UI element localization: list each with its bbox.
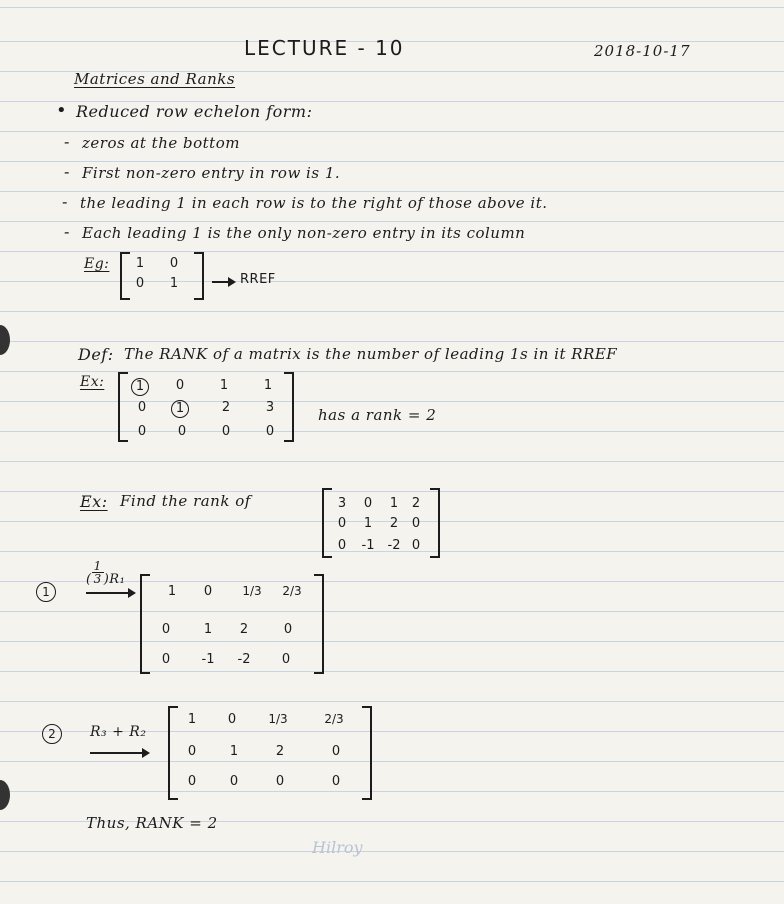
matrix-cell: 0 bbox=[137, 400, 147, 415]
matrix-cell: 3 bbox=[337, 496, 347, 511]
matrix-cell: -1 bbox=[361, 538, 375, 553]
operation-fraction-denominator: 3 bbox=[93, 572, 102, 586]
matrix-bracket-right bbox=[430, 488, 440, 558]
arrow-icon bbox=[212, 281, 234, 283]
matrix-cell: 1 bbox=[263, 378, 273, 393]
matrix-bracket-left bbox=[168, 706, 178, 800]
rref-rule: zeros at the bottom bbox=[82, 134, 240, 152]
matrix-bracket-right bbox=[284, 372, 294, 442]
matrix-cell: 0 bbox=[337, 538, 347, 553]
matrix-cell: 0 bbox=[203, 584, 213, 599]
matrix-cell: 1 bbox=[229, 744, 239, 759]
matrix-cell: 0 bbox=[187, 744, 197, 759]
hilroy-watermark: Hilroy bbox=[312, 838, 363, 857]
matrix-cell: 2 bbox=[239, 622, 249, 637]
page-title: LECTURE - 10 bbox=[244, 36, 405, 60]
row-operation: ( $\frac{1}{3}$ )R₁ bbox=[86, 559, 126, 587]
matrix-bracket-left bbox=[140, 574, 150, 674]
leading-one-circled: 1 bbox=[131, 378, 149, 396]
matrix-bracket-left bbox=[118, 372, 128, 442]
binder-hole bbox=[0, 325, 10, 355]
step-number: 2 bbox=[42, 724, 62, 744]
binder-hole bbox=[0, 780, 10, 810]
matrix-cell: 2 bbox=[389, 516, 399, 531]
example-label: Ex: bbox=[80, 374, 105, 390]
matrix-cell: -2 bbox=[237, 652, 251, 667]
definition-text: The RANK of a matrix is the number of leading 1s in it RREF bbox=[124, 345, 618, 363]
example-label: Eg: bbox=[84, 256, 110, 272]
step-number: 1 bbox=[36, 582, 56, 602]
matrix-cell: 0 bbox=[177, 424, 187, 439]
matrix-cell: 0 bbox=[283, 622, 293, 637]
matrix-cell: 2 bbox=[221, 400, 231, 415]
matrix-cell: 1 bbox=[389, 496, 399, 511]
rref-heading: Reduced row echelon form: bbox=[76, 102, 313, 121]
leading-one-circled: 1 bbox=[171, 400, 189, 418]
matrix-cell: 0 bbox=[161, 622, 171, 637]
matrix-cell: 0 bbox=[275, 774, 285, 789]
matrix-cell: 1 bbox=[167, 584, 177, 599]
matrix-cell: 0 bbox=[169, 256, 179, 271]
row-operation: R₃ + R₂ bbox=[90, 724, 147, 740]
matrix-cell: 0 bbox=[411, 516, 421, 531]
matrix-cell: 0 bbox=[363, 496, 373, 511]
matrix-cell: 0 bbox=[161, 652, 171, 667]
matrix-cell: 1 bbox=[187, 712, 197, 727]
example-label: Ex: bbox=[80, 492, 108, 511]
matrix-cell: 0 bbox=[227, 712, 237, 727]
matrix-cell: 0 bbox=[229, 774, 239, 789]
matrix-cell: 0 bbox=[265, 424, 275, 439]
matrix-cell: 0 bbox=[331, 774, 341, 789]
rule-dash: - bbox=[64, 162, 70, 181]
operation-row: R₁ bbox=[109, 572, 126, 587]
rule-dash: - bbox=[62, 192, 68, 211]
rref-rule: the leading 1 in each row is to the right of those above it. bbox=[80, 194, 548, 212]
rref-rule: First non-zero entry in row is 1. bbox=[82, 164, 341, 182]
matrix-cell: 1/3 bbox=[242, 584, 262, 598]
rule-dash: - bbox=[64, 222, 70, 241]
matrix-cell: 0 bbox=[137, 424, 147, 439]
matrix-bracket-right bbox=[362, 706, 372, 800]
matrix-cell: 0 bbox=[175, 378, 185, 393]
example-prompt: Find the rank of bbox=[120, 492, 251, 510]
rule-dash: - bbox=[64, 132, 70, 151]
matrix-cell: 0 bbox=[135, 276, 145, 291]
matrix-cell: 2/3 bbox=[282, 584, 302, 598]
matrix-cell: 0 bbox=[331, 744, 341, 759]
matrix-cell: 2 bbox=[275, 744, 285, 759]
arrow-icon bbox=[90, 752, 148, 754]
matrix-cell: 0 bbox=[221, 424, 231, 439]
definition-label: Def: bbox=[78, 345, 114, 364]
matrix-cell: 3 bbox=[265, 400, 275, 415]
arrow-icon bbox=[86, 592, 134, 594]
page-date: 2018-10-17 bbox=[594, 42, 691, 60]
matrix-cell: -2 bbox=[387, 538, 401, 553]
bullet: • bbox=[56, 100, 68, 121]
operation-fraction-numerator: 1 bbox=[93, 559, 102, 573]
matrix-cell: 2 bbox=[411, 496, 421, 511]
rref-label: RREF bbox=[240, 272, 276, 287]
matrix-cell: 0 bbox=[281, 652, 291, 667]
matrix-cell: 1/3 bbox=[268, 712, 288, 726]
matrix-cell: 1 bbox=[203, 622, 213, 637]
matrix-cell: 1 bbox=[135, 256, 145, 271]
matrix-cell: -1 bbox=[201, 652, 215, 667]
matrix-cell: 0 bbox=[187, 774, 197, 789]
matrix-bracket-right bbox=[194, 252, 204, 300]
rref-rule: Each leading 1 is the only non-zero entry in its column bbox=[82, 224, 526, 242]
matrix-cell: 1 bbox=[363, 516, 373, 531]
matrix-cell: 0 bbox=[411, 538, 421, 553]
matrix-cell: 2/3 bbox=[324, 712, 344, 726]
rank-result: has a rank = 2 bbox=[318, 406, 437, 424]
section-title: Matrices and Ranks bbox=[74, 70, 236, 88]
matrix-cell: 0 bbox=[337, 516, 347, 531]
matrix-cell: 1 bbox=[169, 276, 179, 291]
conclusion: Thus, RANK = 2 bbox=[86, 814, 218, 832]
matrix-bracket-right bbox=[314, 574, 324, 674]
matrix-cell: 1 bbox=[219, 378, 229, 393]
